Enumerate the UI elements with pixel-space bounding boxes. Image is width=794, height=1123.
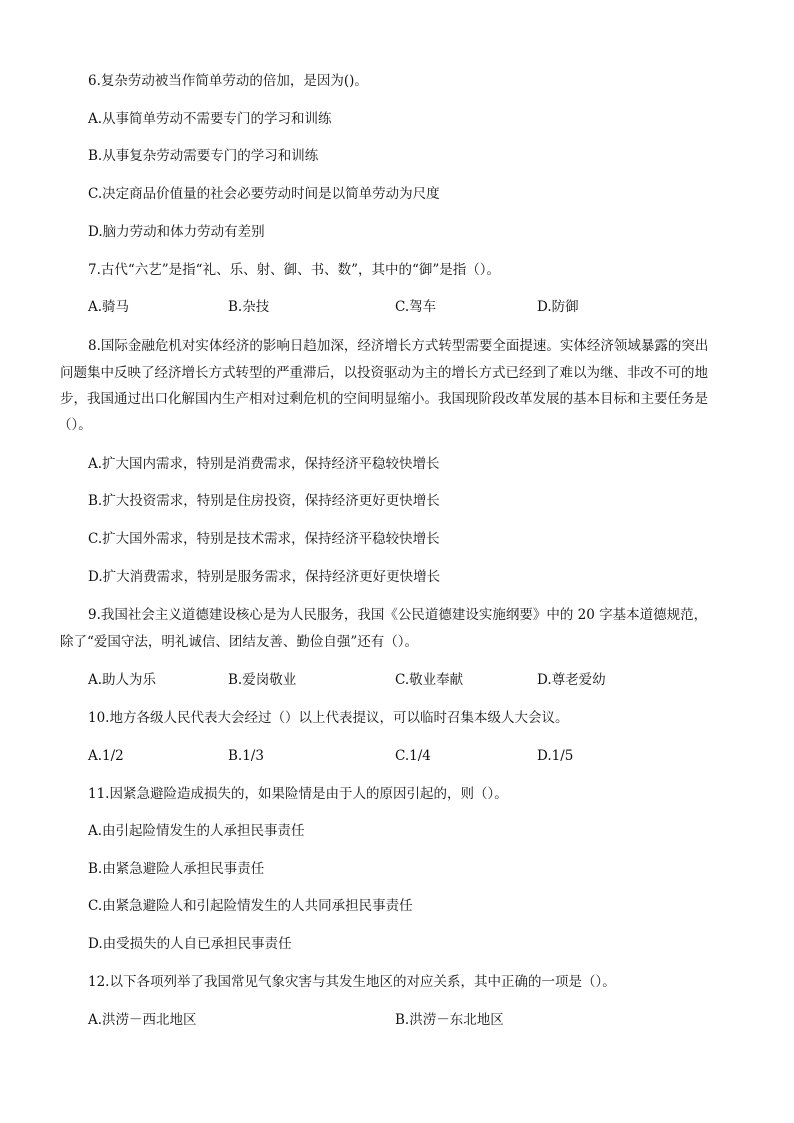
q11-stem: 11.因紧急避险造成损失的，如果险情是由于人的原因引起的，则（）。 — [88, 786, 508, 802]
q7-stem: 7.古代“六艺”是指“礼、乐、射、御、书、数”，其中的“御”是指（）。 — [88, 262, 501, 278]
q10-option-b: B.1/3 — [228, 748, 264, 764]
q11-option-b: B.由紧急避险人承担民事责任 — [88, 861, 265, 877]
q10-option-c: C.1/4 — [395, 748, 431, 764]
q11-option-a: A.由引起险情发生的人承担民事责任 — [88, 823, 305, 839]
q7-option-d: D.防御 — [537, 299, 579, 315]
q8-option-d: D.扩大消费需求，特别是服务需求，保持经济更好更快增长 — [88, 569, 441, 585]
q6-option-a: A.从事简单劳动不需要专门的学习和训练 — [88, 111, 332, 127]
q8-option-b: B.扩大投资需求，特别是住房投资，保持经济更好更快增长 — [88, 493, 440, 509]
q12-stem: 12.以下各项列举了我国常见气象灾害与其发生地区的对应关系，其中正确的一项是（）。 — [88, 974, 616, 990]
q12-option-a: A.洪涝－西北地区 — [88, 1012, 197, 1028]
q10-option-a: A.1/2 — [88, 748, 124, 764]
q7-option-a: A.骑马 — [88, 299, 130, 315]
q7-option-b: B.杂技 — [228, 299, 270, 315]
q12-option-b: B.洪涝－东北地区 — [395, 1012, 504, 1028]
q10-option-d: D.1/5 — [537, 748, 574, 764]
q9-stem-line-1: 9.我国社会主义道德建设核心是为人民服务，我国《公民道德建设实施纲要》中的 20 字基本道德规范， — [88, 607, 708, 623]
q9-option-c: C.敬业奉献 — [395, 672, 464, 688]
q6-option-b: B.从事复杂劳动需要专门的学习和训练 — [88, 148, 319, 164]
q11-option-c: C.由紧急避险人和引起险情发生的人共同承担民事责任 — [88, 898, 413, 914]
q8-stem-line-1: 8.国际金融危机对实体经济的影响日趋加深，经济增长方式转型需要全面提速。实体经济领域暴露的突出 — [88, 338, 709, 354]
q10-stem: 10.地方各级人民代表大会经过（）以上代表提议，可以临时召集本级人大会议。 — [88, 710, 569, 726]
q9-option-d: D.尊老爱幼 — [537, 672, 606, 688]
q9-stem-line-2: 除了“爱国守法，明礼诚信、团结友善、勤俭自强”还有（）。 — [60, 634, 419, 650]
q9-option-a: A.助人为乐 — [88, 672, 157, 688]
q9-option-b: B.爱岗敬业 — [228, 672, 297, 688]
q8-option-a: A.扩大国内需求，特别是消费需求，保持经济平稳较快增长 — [88, 456, 440, 472]
q8-stem-line-3: 步，我国通过出口化解国内生产相对过剩危机的空间明显缩小。我国现阶段改革发展的基本目标和主要任务是 — [60, 391, 708, 407]
q11-option-d: D.由受损失的人自已承担民事责任 — [88, 936, 292, 952]
q8-option-c: C.扩大国外需求，特别是技术需求，保持经济平稳较快增长 — [88, 531, 440, 547]
q8-stem-line-2: 问题集中反映了经济增长方式转型的严重滞后，以投资驱动为主的增长方式已经到了难以为继、非改不可的地 — [60, 365, 708, 381]
q6-stem: 6.复杂劳动被当作简单劳动的倍加，是因为()。 — [88, 73, 368, 89]
q6-option-d: D.脑力劳动和体力劳动有差别 — [88, 224, 265, 240]
q8-stem-line-4: （）。 — [58, 417, 92, 433]
q6-option-c: C.决定商品价值量的社会必要劳动时间是以简单劳动为尺度 — [88, 186, 440, 202]
q7-option-c: C.驾车 — [395, 299, 437, 315]
